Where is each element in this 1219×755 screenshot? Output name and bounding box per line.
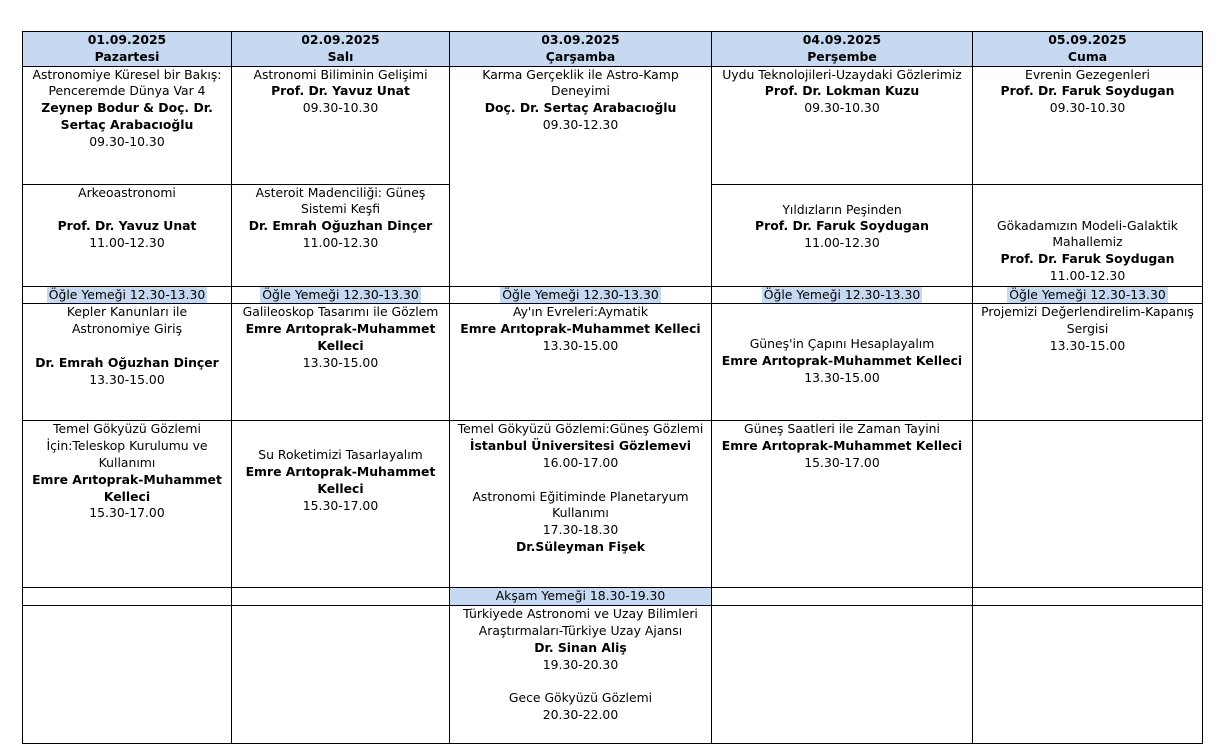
- session-row-1: [23, 66, 1203, 184]
- session-fri1: Evrenin Gezegenleri Prof. Dr. Faruk Soydugan 09.30-10.30: [973, 66, 1203, 184]
- day-header-thursday: 04.09.2025 Perşembe: [712, 32, 973, 67]
- session-mon2: Arkeoastronomi Prof. Dr. Yavuz Unat 11.00-12.30: [23, 184, 232, 286]
- lunch-row: [23, 286, 1203, 304]
- session-tue3: Galileoskop Tasarımı ile Gözlem Emre Arıtoprak-Muhammet Kelleci 13.30-15.00: [232, 304, 450, 421]
- lunch-break-mon: Öğle Yemeği 12.30-13.30: [23, 286, 232, 304]
- empty-cell-fri5: [973, 606, 1203, 744]
- session-wed3: Temel Gökyüzü Gözlemi:Güneş Gözlemi İstanbul Üniversitesi Gözlemevi 16.00-17.00 Astronomi Eğitiminde Planetaryum Kullanımı 17.30-18.30 Dr.Süleyman Fişek: [450, 421, 712, 588]
- session-thu3: Güneş'in Çapını Hesaplayalım Emre Arıtoprak-Muhammet Kelleci 13.30-15.00: [712, 304, 973, 421]
- session-fri2: Gökadamızın Modeli-Galaktik Mahallemiz Prof. Dr. Faruk Soydugan 11.00-12.30: [973, 184, 1203, 286]
- lunch-break-tue: Öğle Yemeği 12.30-13.30: [232, 286, 450, 304]
- session-mon4: Temel Gökyüzü Gözlemi İçin:Teleskop Kurulumu ve Kullanımı Emre Arıtoprak-Muhammet Kelleci 15.30-17.00: [23, 421, 232, 588]
- session-tue4: Su Roketimizi Tasarlayalım Emre Arıtoprak-Muhammet Kelleci 15.30-17.00: [232, 421, 450, 588]
- empty-cell-tue-dinner: [232, 588, 450, 606]
- schedule-table: [22, 31, 1203, 744]
- session-wed4: Türkiyede Astronomi ve Uzay Bilimleri Araştırmaları-Türkiye Uzay Ajansı Dr. Sinan Aliş 19.30-20.30 Gece Gökyüzü Gözlemi 20.30-22.00: [450, 606, 712, 744]
- session-wed1: Karma Gerçeklik ile Astro-Kamp Deneyimi Doç. Dr. Sertaç Arabacıoğlu 09.30-12.30: [450, 66, 712, 286]
- empty-cell-fri-dinner: [973, 588, 1203, 606]
- header-row: [23, 32, 1203, 67]
- session-thu1: Uydu Teknolojileri-Uzaydaki Gözlerimiz Prof. Dr. Lokman Kuzu 09.30-10.30: [712, 66, 973, 184]
- day-header-wednesday: 03.09.2025 Çarşamba: [450, 32, 712, 67]
- session-row-4: [23, 421, 1203, 588]
- session-wed2: Ay'ın Evreleri:Aymatik Emre Arıtoprak-Muhammet Kelleci 13.30-15.00: [450, 304, 712, 421]
- day-header-monday: 01.09.2025 Pazartesi: [23, 32, 232, 67]
- session-tue2: Asteroit Madenciliği: Güneş Sistemi Keşfi Dr. Emrah Oğuzhan Dinçer 11.00-12.30: [232, 184, 450, 286]
- session-thu2: Yıldızların Peşinden Prof. Dr. Faruk Soydugan 11.00-12.30: [712, 184, 973, 286]
- lunch-break-thu: Öğle Yemeği 12.30-13.30: [712, 286, 973, 304]
- day-header-tuesday: 02.09.2025 Salı: [232, 32, 450, 67]
- dinner-row: [23, 588, 1203, 606]
- session-mon3: Kepler Kanunları ile Astronomiye Giriş Dr. Emrah Oğuzhan Dinçer 13.30-15.00: [23, 304, 232, 421]
- day-header-friday: 05.09.2025 Cuma: [973, 32, 1203, 67]
- lunch-break-wed: Öğle Yemeği 12.30-13.30: [450, 286, 712, 304]
- empty-cell-fri4: [973, 421, 1203, 588]
- session-fri3: Projemizi Değerlendirelim-Kapanış Sergisi 13.30-15.00: [973, 304, 1203, 421]
- empty-cell-tue5: [232, 606, 450, 744]
- dinner-break: Akşam Yemeği 18.30-19.30: [450, 588, 712, 606]
- empty-cell-thu5: [712, 606, 973, 744]
- empty-cell-thu-dinner: [712, 588, 973, 606]
- session-row-5: [23, 606, 1203, 744]
- session-row-3: [23, 304, 1203, 421]
- session-tue1: Astronomi Biliminin Gelişimi Prof. Dr. Yavuz Unat 09.30-10.30: [232, 66, 450, 184]
- empty-cell-mon5: [23, 606, 232, 744]
- lunch-break-fri: Öğle Yemeği 12.30-13.30: [973, 286, 1203, 304]
- session-thu4: Güneş Saatleri ile Zaman Tayini Emre Arıtoprak-Muhammet Kelleci 15.30-17.00: [712, 421, 973, 588]
- session-mon1: Astronomiye Küresel bir Bakış: Penceremde Dünya Var 4 Zeynep Bodur & Doç. Dr. Sertaç Arabacıoğlu 09.30-10.30: [23, 66, 232, 184]
- empty-cell-mon-dinner: [23, 588, 232, 606]
